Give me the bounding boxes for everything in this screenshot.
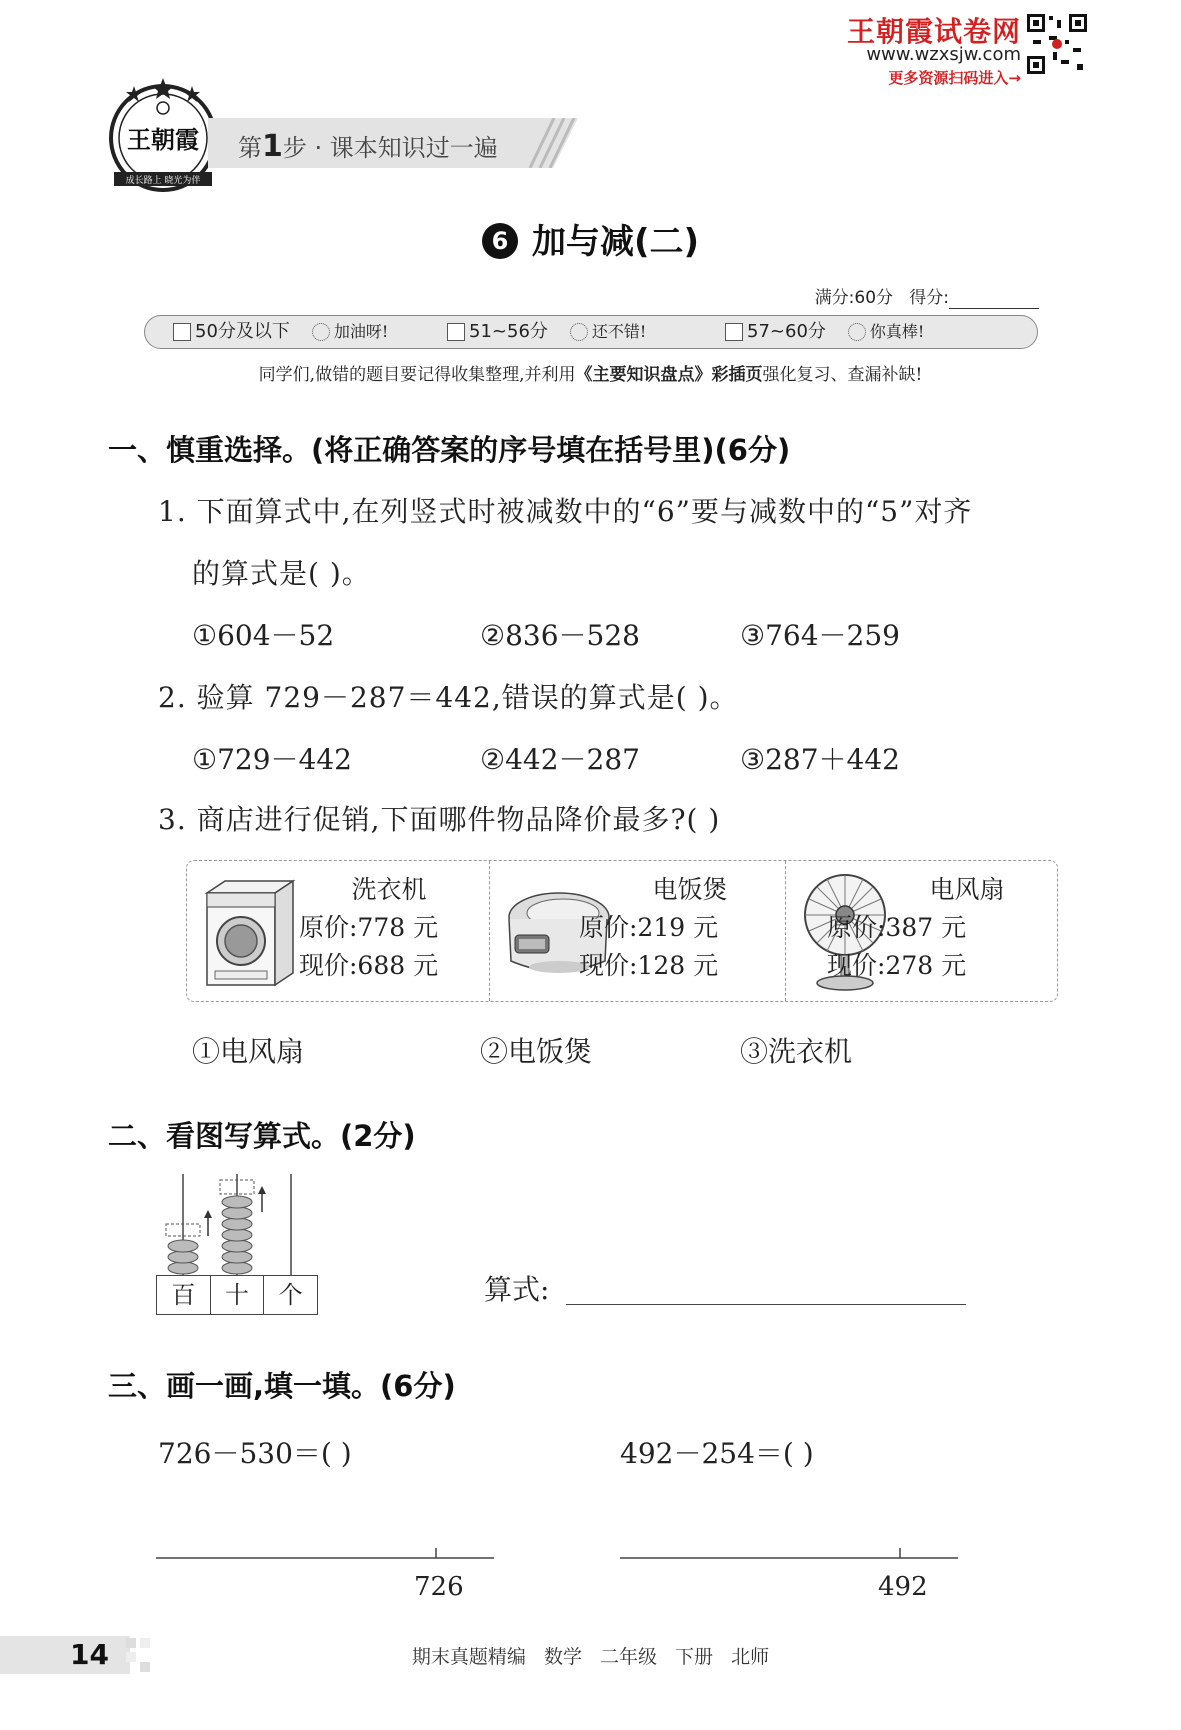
smiley-icon [570,323,588,341]
question-3: 3. 商店进行促销,下面哪件物品降价最多?( ) [158,803,721,836]
product-3-info: 电风扇 原价:387 元 现价:278 元 [827,875,1005,980]
washing-machine-icon [201,877,301,989]
full-score: 满分:60分 [814,288,894,308]
section-3-heading: 三、画一画,填一填。(6分) [108,1369,456,1403]
q1-option-1[interactable]: ①604－52 [192,619,335,652]
page-number: 14 [70,1638,109,1671]
level-1: 50分及以下 加油呀! [173,319,388,345]
logo-badge [104,76,222,204]
product-2-info: 电饭煲 原价:219 元 现价:128 元 [579,875,728,980]
place-value-table [156,1275,318,1315]
title-text: 加与减(二) [531,222,700,262]
brand-url: www.wzxsjw.com [866,44,1021,65]
place-ones: 个 [278,1281,303,1309]
brand-name: 王朝霞试卷网 [846,15,1021,48]
product-table [186,860,1058,1002]
brand-tip: 更多资源扫码进入→ [888,69,1021,87]
qr-code-icon[interactable] [1025,12,1089,76]
checkbox-icon[interactable] [447,323,465,341]
q1-option-2[interactable]: ②836－528 [480,619,640,652]
score-line [815,283,1039,309]
number-line-2-label: 492 [878,1572,928,1602]
q1-option-3[interactable]: ③764－259 [740,619,900,652]
product-1-info: 洗衣机 原价:778 元 现价:688 元 [299,875,439,980]
step-label: 第1步 · 课本知识过一遍 [238,129,498,164]
study-note: 同学们,做错的题目要记得收集整理,并利用《主要知识盘点》彩插页强化复习、查漏补缺! [258,365,923,385]
place-hundreds: 百 [157,1276,211,1314]
question-1: 1. 下面算式中,在列竖式时被减数中的“6”要与减数中的“5”对齐 [158,495,973,528]
abacus-rods [156,1172,318,1276]
formula-label: 算式: [484,1273,550,1306]
score-levels [144,315,1038,349]
page-title [0,214,1181,263]
level-2: 51~56分 还不错! [447,319,646,345]
section-1-heading: 一、慎重选择。(将正确答案的序号填在括号里)(6分) [108,433,791,467]
number-line-2[interactable] [614,1540,964,1570]
checkbox-icon[interactable] [725,323,743,341]
q2-option-3[interactable]: ③287＋442 [740,743,900,776]
smiley-icon [312,323,330,341]
checkbox-icon[interactable] [173,323,191,341]
title-number: 6 [482,223,518,259]
q2-option-2[interactable]: ②442－287 [480,743,640,776]
q2-option-1[interactable]: ①729－442 [192,743,352,776]
place-tens: 十 [211,1276,265,1314]
logo-banner: 成长路上 晓光为伴 [125,176,201,186]
equation-2: 492－254＝( ) [620,1437,814,1470]
footer-text: 期末真题精编 数学 二年级 下册 北师 [411,1646,770,1668]
question-1-cont: 的算式是( )。 [192,557,371,590]
q3-option-3[interactable]: ③洗衣机 [740,1035,853,1068]
got-score-label: 得分: [909,288,949,308]
formula-answer-line[interactable] [566,1304,966,1305]
level-3: 57~60分 你真棒! [725,319,924,345]
question-2: 2. 验算 729－287＝442,错误的算式是( )。 [158,681,739,714]
smiley-icon [848,323,866,341]
q3-option-1[interactable]: ①电风扇 [192,1035,305,1068]
score-blank[interactable] [949,288,1039,309]
equation-1: 726－530＝( ) [158,1437,352,1470]
section-2-heading: 二、看图写算式。(2分) [108,1119,416,1153]
number-line-1[interactable] [150,1540,500,1570]
q3-option-2[interactable]: ②电饭煲 [480,1035,593,1068]
logo-text: 王朝霞 [127,125,199,154]
number-line-1-label: 726 [414,1572,464,1602]
